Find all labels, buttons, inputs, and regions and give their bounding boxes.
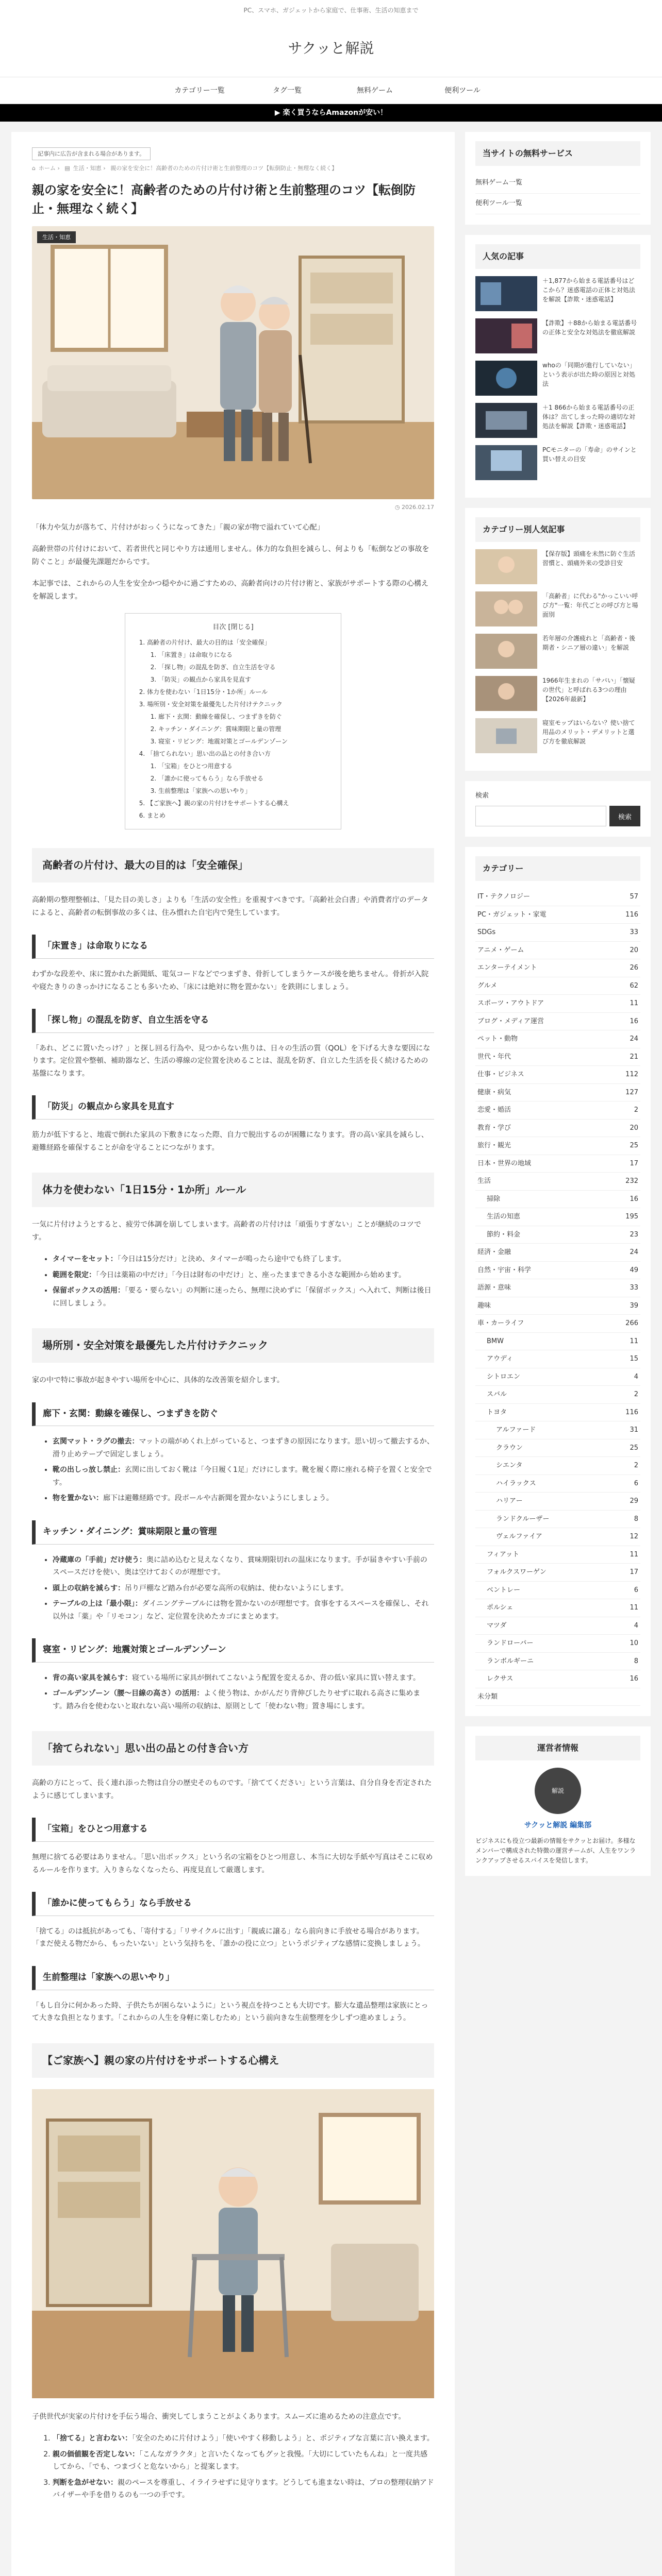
- post-thumbnail: [475, 634, 537, 669]
- category-item[interactable]: [475, 1048, 640, 1066]
- widget-title: カテゴリー別人気記事: [475, 517, 640, 542]
- article-lead: [32, 521, 434, 603]
- search-widget: [465, 781, 651, 837]
- section-heading: 「捨てられない」思い出の品との付き合い方: [32, 1731, 434, 1766]
- category-name: マツダ: [487, 1621, 507, 1630]
- category-name: シエンタ: [496, 1462, 523, 1470]
- subsection-heading: キッチン・ダイニング：賞味期限と量の管理: [32, 1520, 434, 1545]
- toc-item[interactable]: 場所別・安全対策を最優先した片付けテクニック: [147, 701, 283, 708]
- folder-icon: ▤: [64, 165, 70, 172]
- paragraph: 家の中で特に事故が起きやすい場所を中心に、具体的な改善策を紹介します。: [32, 1376, 284, 1384]
- category-count: 6: [634, 1479, 638, 1487]
- chevron-right-icon: ›: [103, 165, 106, 172]
- breadcrumb-home[interactable]: ホーム: [38, 165, 56, 172]
- category-count: 2: [634, 1391, 638, 1399]
- category-count: 232: [625, 1177, 638, 1185]
- nav-tags[interactable]: タグ一覧: [273, 87, 302, 95]
- category-name: レクサス: [487, 1675, 514, 1683]
- category-item[interactable]: [475, 1262, 640, 1280]
- category-item[interactable]: [475, 1582, 640, 1600]
- category-count: 4: [634, 1621, 638, 1630]
- category-count: 2: [634, 1106, 638, 1114]
- paragraph: 無理に捨てる必要はありません。「思い出ボックス」という名の宝箱をひとつ用意し、本当に大切な手紙や写真はそこに収めるルールを作ります。入りきらなくなったら、再度見直して厳選します。: [32, 1853, 433, 1874]
- category-name: ランドクルーザー: [496, 1515, 550, 1523]
- category-item[interactable]: [475, 1137, 640, 1155]
- post-thumbnail: [475, 549, 537, 584]
- popular-posts-widget: [465, 235, 651, 498]
- category-item[interactable]: [475, 1030, 640, 1048]
- search-label: 検索: [475, 791, 489, 800]
- category-count: 11: [630, 1604, 638, 1612]
- category-name: クラウン: [496, 1444, 523, 1452]
- category-name: 日本・世界の地域: [477, 1159, 532, 1167]
- category-name: アニメ・ゲーム: [477, 946, 524, 954]
- post-thumbnail: [475, 361, 537, 396]
- category-item[interactable]: [475, 1297, 640, 1315]
- category-item[interactable]: [475, 1191, 640, 1209]
- category-list: [475, 888, 640, 1706]
- category-item[interactable]: [475, 1155, 640, 1173]
- paragraph: 「あれ、どこに置いたっけ？」と探し回る行為や、見つからない焦りは、日々の生活の質（QOL）を下げる大きな要因になります。定位置や整頓、補助器など、生活の導線の定位置を決めることは、混乱を防ぎ、自立した生活を長く続けるための基盤になります。: [32, 1044, 431, 1078]
- category-item[interactable]: [475, 1528, 640, 1546]
- category-item[interactable]: [475, 1315, 640, 1333]
- category-count: 8: [634, 1657, 638, 1665]
- category-count: 10: [630, 1639, 638, 1648]
- paragraph: 高齢の方にとって、長く連れ添った物は自分の歴史そのものです。「捨ててください」という言葉は、自分自身を否定されたように感じてしまいます。: [32, 1779, 432, 1800]
- category-count: 57: [630, 893, 638, 901]
- subsection-heading: 「防災」の観点から家具を見直す: [32, 1095, 434, 1120]
- category-item[interactable]: [475, 1244, 640, 1262]
- category-name: フォルクスワーゲン: [487, 1568, 547, 1577]
- category-item[interactable]: [475, 1084, 640, 1102]
- tools-link[interactable]: 便利ツール一覧: [475, 194, 640, 214]
- category-count: 8: [634, 1515, 638, 1523]
- paragraph: 子供世代が実家の片付けを手伝う場合、衝突してしまうことがよくあります。スムーズに進めるための注意点です。: [32, 2412, 406, 2421]
- category-name: 語源・意味: [477, 1284, 511, 1292]
- subsection-heading: 「誰かに使ってもらう」なら手放せる: [32, 1892, 434, 1916]
- popular-post-item[interactable]: 【詐欺】＋88から始まる電話番号の正体と安全な対処法を徹底解説: [475, 318, 640, 353]
- category-item[interactable]: [475, 1013, 640, 1031]
- category-count: 16: [630, 1017, 638, 1025]
- toc-title[interactable]: 目次 [閉じる]: [212, 623, 254, 632]
- post-thumbnail: [475, 591, 537, 626]
- category-name: トヨタ: [487, 1408, 507, 1416]
- elderly-man-walker-illustration: [32, 2089, 434, 2398]
- popular-post-item[interactable]: PCモニターの「寿命」のサインと買い替えの目安: [475, 445, 640, 480]
- list-item: 2. 親の価値観を否定しない：「こんなガラクタ」と言いたくなってもグッと我慢。「大切にしていたもんね」と一度共感してから、「でも、つまづくと危ないから」と提案します。: [53, 2448, 434, 2473]
- category-count: 25: [630, 1142, 638, 1150]
- site-title-link[interactable]: サクッと解説: [288, 40, 374, 57]
- avatar: 解説: [535, 1768, 581, 1814]
- category-name: ランボルギーニ: [487, 1657, 534, 1665]
- search-button[interactable]: 検索: [609, 806, 640, 826]
- category-count: 266: [625, 1319, 638, 1328]
- search-input[interactable]: [475, 806, 606, 826]
- category-count: 29: [630, 1497, 638, 1505]
- category-count: 17: [630, 1159, 638, 1167]
- category-post-item[interactable]: 「高齢者」に代わる"かっこいい呼び方"一覧：年代ごとの呼び方と場面別: [475, 591, 640, 626]
- category-name: 未分類: [477, 1692, 498, 1701]
- section-heading: 体力を使わない「1日15分・1か所」ルール: [32, 1173, 434, 1207]
- category-name: 経済・金融: [477, 1248, 511, 1257]
- category-name: 節約・料金: [487, 1230, 521, 1239]
- elderly-couple-room-illustration: [32, 226, 434, 499]
- subsection-heading: 廊下・玄関：動線を確保し、つまずきを防ぐ: [32, 1402, 434, 1427]
- category-count: 116: [625, 910, 638, 919]
- paragraph: 「もし自分に何かあった時、子供たちが困らないように」という視点を持つことも大切です。膨大な遺品整理は家族にとって大きな負担となります。「これからの人生を身軽に楽しむため」という前向きな生前整理を少しずつ進めましょう。: [32, 2001, 428, 2022]
- category-count: 20: [630, 1124, 638, 1132]
- popular-post-item[interactable]: ＋1 866から始まる電話番号の正体は？出てしまった時の適切な対処法を解説【詐欺・迷惑電話】: [475, 403, 640, 438]
- category-count: 39: [630, 1301, 638, 1310]
- breadcrumb-category[interactable]: 生活・知恵: [73, 165, 102, 172]
- tips-list: [32, 1253, 434, 1310]
- post-date-value: 2026.02.17: [402, 503, 434, 511]
- category-name: 世代・年代: [477, 1053, 511, 1061]
- profile-name[interactable]: サクッと解説 編集部: [524, 1821, 592, 1830]
- category-item[interactable]: [475, 1421, 640, 1439]
- category-count: 4: [634, 1372, 638, 1381]
- lead-paragraph: 「体力や気力が落ちて、片付けがおっくうになってきた」「親の家が物で溢れていて心配」: [32, 523, 324, 532]
- toc-item[interactable]: まとめ: [147, 812, 166, 820]
- category-name: スポーツ・アウトドア: [477, 999, 544, 1008]
- toc-item[interactable]: 「捨てられない」思い出の品との付き合い方: [147, 750, 271, 758]
- toc-item[interactable]: 【ご家族へ】親の家の片付けをサポートする心構え: [147, 800, 289, 807]
- list-item: • 玄関マット・ラグの撤去：マットの端がめくれ上がっていると、つまずきの原因になります。思い切って撤去するか、滑り止めテープで固定しましょう。: [53, 1435, 434, 1461]
- category-count: 12: [630, 1533, 638, 1541]
- category-item[interactable]: [475, 1279, 640, 1297]
- toc-item[interactable]: 「宝箱」をひとつ用意する: [158, 762, 233, 770]
- category-item[interactable]: [475, 1670, 640, 1688]
- post-thumbnail: [475, 403, 537, 438]
- category-count: 26: [630, 964, 638, 972]
- category-name: フィアット: [487, 1550, 520, 1558]
- category-name: IT・テクノロジー: [477, 893, 530, 901]
- category-name: ハイラックス: [496, 1479, 536, 1487]
- site-tagline: PC、スマホ、ガジェットから家庭で、仕事術、生活の知恵まで: [243, 7, 419, 14]
- pr-notice: 記事内に広告が含まれる場合があります。: [32, 147, 151, 160]
- section-heading: 高齢者の片付け、最大の目的は「安全確保」: [32, 848, 434, 883]
- category-count: 23: [630, 1230, 638, 1239]
- list-item: 3. 判断を急がせない：親のペースを尊重し、イライラせずに見守ります。どうしても進まない時は、プロの整理収納アドバイザーや手を借りるのも一つの手です。: [53, 2477, 434, 2502]
- profile-description: ビジネスにも役立つ最新の情報をサクッとお届け。多様なメンバーで構成された特徴の運営チームが、人生をワンランクアップさせるスパイスを発信します。: [475, 1837, 636, 1865]
- category-count: 33: [630, 928, 638, 937]
- toc-item[interactable]: 「防災」の観点から家具を見直す: [158, 676, 252, 684]
- category-name: シトロエン: [487, 1372, 521, 1381]
- category-post-item[interactable]: 寝室モップはいらない？使い捨て用品のメリット・デメリットと選び方を徹底解説: [475, 718, 640, 753]
- category-count: 31: [630, 1426, 638, 1434]
- subsection-heading: 「探し物」の混乱を防ぎ、自立生活を守る: [32, 1009, 434, 1033]
- list-item: • 冷蔵庫の「手前」だけ使う：奥に詰め込むと見えなくなり、賞味期限切れの温床になります。手が届きやすい手前のスペースだけを使い、奥は空けておくのが理想です。: [53, 1554, 434, 1579]
- global-nav: [0, 77, 662, 104]
- category-name: ブログ・メディア運営: [477, 1017, 544, 1025]
- toc-item[interactable]: 「探し物」の混乱を防ぎ、自立生活を守る: [158, 664, 276, 671]
- category-item[interactable]: [475, 1617, 640, 1635]
- list-item: • テーブルの上は「最小限」：ダイニングテーブルには物を置かないのが理想です。食事をするスペースを確保し、それ以外は「薬」や「リモコン」など、定位置を決めたカゴにまとめます。: [53, 1598, 434, 1623]
- paragraph: わずかな段差や、床に置かれた新聞紙、電気コードなどでつまずき、骨折してしまうケースが後を絶ちません。骨折が入院や寝たきりのきっかけになることも多いため、「床には絶対に物を置かない」を鉄則にしましょう。: [32, 970, 429, 991]
- tips-list: [32, 1672, 434, 1713]
- category-count: 15: [630, 1355, 638, 1363]
- widget-title: カテゴリー: [475, 856, 640, 881]
- category-item[interactable]: [475, 924, 640, 942]
- category-item[interactable]: [475, 1368, 640, 1386]
- category-item[interactable]: [475, 1066, 640, 1084]
- category-item[interactable]: [475, 1493, 640, 1511]
- category-post-item[interactable]: 若年層の介護疲れと「高齢者・後期者・シニア層の違い」を解説: [475, 634, 640, 669]
- category-item[interactable]: [475, 1386, 640, 1404]
- post-thumbnail: [475, 718, 537, 753]
- list-item: • ゴールデンゾーン（腰〜目線の高さ）の活用：よく使う物は、かがんだり背伸びしたりせずに取れる高さに集めます。踏み台を使わないと取れない高い場所の収納は、原則として「使わない物」置き場にします。: [53, 1687, 434, 1713]
- article-body: [32, 848, 434, 2501]
- category-name: ベントレー: [487, 1586, 521, 1594]
- category-item[interactable]: [475, 1511, 640, 1529]
- chevron-right-icon: ›: [57, 165, 60, 172]
- family-support-image: [32, 2089, 434, 2398]
- category-name: 生活: [477, 1177, 491, 1185]
- table-of-contents: [125, 613, 341, 829]
- category-name: ヴェルファイア: [496, 1533, 542, 1541]
- nav-free-games[interactable]: 無料ゲーム: [357, 87, 393, 95]
- category-name: アルファード: [496, 1426, 536, 1434]
- category-post-item[interactable]: 1966年生まれの「サバい」「懐疑の世代」と呼ばれる3つの理由【2026年最新】: [475, 676, 640, 711]
- category-item[interactable]: [475, 1475, 640, 1493]
- paragraph: 「捨てる」のは抵抗があっても、「寄付する」「リサイクルに出す」「親戚に譲る」なら前向きに手放せる場合があります。「まだ使える物だから、もったいない」という気持ちを、「誰かの役に立つ」というポジティブな感情に変換しましょう。: [32, 1927, 425, 1948]
- subsection-heading: 「床置き」は命取りになる: [32, 935, 434, 959]
- category-count: 25: [630, 1444, 638, 1452]
- category-item[interactable]: [475, 1599, 640, 1617]
- profile-widget: [465, 1726, 651, 1876]
- toc-item[interactable]: 廊下・玄関：動線を確保し、つまずきを防ぐ: [158, 713, 283, 721]
- popular-post-item[interactable]: ＋1,877から始まる電話番号はどこから？迷惑電話の正体と対処法を解説【詐欺・迷惑電話】: [475, 276, 640, 311]
- site-header: [0, 0, 662, 77]
- category-item[interactable]: [475, 888, 640, 906]
- category-post-item[interactable]: 【保存版】頭痛を未然に防ぐ生活習慣と、頭痛外来の受診目安: [475, 549, 640, 584]
- category-count: 112: [625, 1071, 638, 1079]
- category-count: 11: [630, 1337, 638, 1345]
- category-count: 6: [634, 1586, 638, 1594]
- list-item: • タイマーをセット：「今日は15分だけ」と決め、タイマーが鳴ったら途中でも終了します。: [53, 1253, 434, 1266]
- toc-item[interactable]: 寝室・リビング：地震対策とゴールデンゾーン: [158, 738, 288, 745]
- category-count: 2: [634, 1462, 638, 1470]
- clock-icon: ◷: [394, 503, 400, 511]
- hero-image: [32, 226, 434, 499]
- nav-categories[interactable]: カテゴリー一覧: [174, 87, 225, 95]
- category-name: 自然・宇宙・科学: [477, 1266, 532, 1274]
- list-item: • 範囲を限定：「今日は薬箱の中だけ」「今日は財布の中だけ」と、座ったままできる小さな範囲から始めます。: [53, 1269, 434, 1282]
- tips-list: [32, 1554, 434, 1623]
- category-name: ハリアー: [496, 1497, 523, 1505]
- category-count: 116: [625, 1408, 638, 1416]
- nav-tools[interactable]: 便利ツール: [444, 87, 481, 95]
- list-item: • 頭上の収納を減らす：吊り戸棚など踏み台が必要な高所の収納は、使わないようにします。: [53, 1582, 434, 1595]
- category-item[interactable]: [475, 1404, 640, 1422]
- category-item[interactable]: [475, 995, 640, 1013]
- category-item[interactable]: [475, 1120, 640, 1138]
- category-name: ペット・動物: [477, 1035, 518, 1043]
- category-item[interactable]: [475, 1439, 640, 1458]
- category-item[interactable]: [475, 977, 640, 995]
- amazon-notice-bar[interactable]: ▶ 楽く買うならAmazonが安い！: [0, 104, 662, 122]
- services-widget: [465, 132, 651, 225]
- category-popular-widget: [465, 508, 651, 771]
- category-count: 24: [630, 1035, 638, 1043]
- list-item: • 背の高い家具を減らす：寝ている場所に家具が倒れてこないよう配置を変えるか、背の低い家具に買い替えます。: [53, 1672, 434, 1685]
- tips-list: [32, 1435, 434, 1505]
- category-count: 62: [630, 981, 638, 990]
- category-label[interactable]: 生活・知恵: [37, 231, 76, 243]
- subsection-heading: 生前整理は「家族への思いやり」: [32, 1966, 434, 1990]
- post-thumbnail: [475, 276, 537, 311]
- subsection-heading: 「宝箱」をひとつ用意する: [32, 1818, 434, 1842]
- toc-item[interactable]: 体力を使わない「1日15分・1か所」ルール: [147, 688, 268, 696]
- category-item[interactable]: [475, 959, 640, 977]
- list-item: • 物を置かない：廊下は避難経路です。段ボールや古新聞を置かないようにしましょう。: [53, 1492, 434, 1505]
- sidebar: [465, 132, 651, 1886]
- widget-title: 運営者情報: [475, 1736, 640, 1760]
- list-item: • 靴の出しっ放し禁止：玄関に出しておく靴は「今日履く1足」だけにします。靴を履く際に座れる椅子を置くと安全です。: [53, 1464, 434, 1489]
- category-name: エンターテイメント: [477, 964, 537, 972]
- category-item[interactable]: [475, 1653, 640, 1671]
- post-thumbnail: [475, 445, 537, 480]
- category-item[interactable]: [475, 1350, 640, 1368]
- category-count: 11: [630, 999, 638, 1008]
- post-thumbnail: [475, 676, 537, 711]
- breadcrumb: [32, 163, 434, 173]
- free-games-link[interactable]: 無料ゲーム一覧: [475, 173, 640, 194]
- category-name: アウディ: [487, 1355, 513, 1363]
- category-name: ランドローバー: [487, 1639, 534, 1648]
- section-heading: 場所別・安全対策を最優先した片付けテクニック: [32, 1328, 434, 1363]
- category-name: BMW: [487, 1337, 504, 1345]
- widget-title: 当サイトの無料サービス: [475, 141, 640, 166]
- category-item[interactable]: [475, 942, 640, 960]
- section-heading: 【ご家族へ】親の家の片付けをサポートする心構え: [32, 2043, 434, 2078]
- category-count: 17: [630, 1568, 638, 1577]
- list-item: • 保留ボックスの活用：「要る・要らない」の判断に迷ったら、無理に決めずに「保留ボックス」へ入れて、判断は後日に回しましょう。: [53, 1284, 434, 1310]
- post-thumbnail: [475, 318, 537, 353]
- paragraph: 高齢期の整理整頓は、「見た目の美しさ」よりも「生活の安全性」を重視すべきです。「高齢社会白書」や消費者庁のデータによると、高齢者の転倒事故の多くは、住み慣れた自宅内で発生しています。: [32, 896, 428, 917]
- paragraph: 一気に片付けようとすると、疲労で体調を崩してしまいます。高齢者の片付けは「頑張りすぎない」ことが継続のコツです。: [32, 1221, 421, 1242]
- category-name: 掃除: [487, 1195, 501, 1203]
- toc-item[interactable]: 「床置き」は命取りになる: [158, 651, 233, 659]
- popular-post-item[interactable]: whoの「同期が進行していない」という表示が出た時の原因と対処法: [475, 361, 640, 396]
- toc-item[interactable]: キッチン・ダイニング：賞味期限と量の管理: [158, 725, 282, 733]
- category-count: 49: [630, 1266, 638, 1274]
- category-item[interactable]: [475, 1226, 640, 1244]
- category-item[interactable]: [475, 1564, 640, 1582]
- category-name: 車・カーライフ: [477, 1319, 524, 1328]
- article-main: [11, 132, 455, 2576]
- category-item[interactable]: [475, 906, 640, 924]
- category-item[interactable]: [475, 1333, 640, 1351]
- category-item[interactable]: [475, 1208, 640, 1226]
- widget-title: 人気の記事: [475, 244, 640, 269]
- category-count: 11: [630, 1550, 638, 1558]
- post-date: [32, 502, 434, 512]
- category-name: PC・ガジェット・家電: [477, 910, 547, 919]
- category-count: 24: [630, 1248, 638, 1257]
- categories-widget: [465, 847, 651, 1716]
- category-name: ポルシェ: [487, 1604, 514, 1612]
- category-name: 仕事・ビジネス: [477, 1071, 524, 1079]
- category-item[interactable]: [475, 1101, 640, 1120]
- category-count: 33: [630, 1284, 638, 1292]
- category-item[interactable]: [475, 1688, 640, 1706]
- category-item[interactable]: [475, 1635, 640, 1653]
- category-count: 20: [630, 946, 638, 954]
- tips-list: [32, 2432, 434, 2502]
- toc-item[interactable]: 「誰かに使ってもらう」なら手放せる: [158, 775, 264, 783]
- category-name: グルメ: [477, 981, 498, 990]
- category-count: 127: [625, 1088, 638, 1096]
- paragraph: 筋力が低下すると、地震で倒れた家具の下敷きになった際、自力で脱出するのが困難になります。背の高い家具を減らし、避難経路を確保することが命を守ることにつながります。: [32, 1131, 428, 1152]
- lead-paragraph: 本記事では、これからの人生を安全かつ穏やかに過ごすための、高齢者向けの片付け術と、家族がサポートする際の心構えを解説します。: [32, 580, 429, 601]
- list-item: 1. 「捨てる」と言わない：「安全のために片付けよう」「使いやすく移動しよう」と、ポジティブな言葉に言い換えます。: [53, 2432, 434, 2445]
- category-name: 教育・学び: [477, 1124, 511, 1132]
- category-name: 趣味: [477, 1301, 491, 1310]
- category-count: 16: [630, 1675, 638, 1683]
- category-item[interactable]: [475, 1546, 640, 1564]
- breadcrumb-current: 親の家を安全に！高齢者のための片付け術と生前整理のコツ【転倒防止・無理なく続く】: [110, 165, 338, 172]
- category-name: 旅行・観光: [477, 1142, 511, 1150]
- category-item[interactable]: [475, 1173, 640, 1191]
- category-name: 恋愛・婚活: [477, 1106, 511, 1114]
- article-title: 親の家を安全に！高齢者のための片付け術と生前整理のコツ【転倒防止・無理なく続く】: [32, 182, 416, 216]
- category-item[interactable]: [475, 1457, 640, 1475]
- category-name: 生活の知恵: [487, 1213, 521, 1221]
- category-count: 16: [630, 1195, 638, 1203]
- category-name: SDGs: [477, 928, 496, 937]
- category-count: 195: [625, 1213, 638, 1221]
- home-icon: ⌂: [32, 165, 36, 172]
- subsection-heading: 寝室・リビング：地震対策とゴールデンゾーン: [32, 1638, 434, 1663]
- category-name: 健康・病気: [477, 1088, 511, 1096]
- lead-paragraph: 高齢世帯の片付けにおいて、若者世代と同じやり方は通用しません。体力的な負担を減らし、何よりも「転倒などの事故を防ぐこと」が最優先課題だからです。: [32, 545, 429, 566]
- toc-item[interactable]: 高齢者の片付け、最大の目的は「安全確保」: [147, 639, 271, 647]
- category-count: 21: [630, 1053, 638, 1061]
- category-name: スバル: [487, 1391, 507, 1399]
- toc-item[interactable]: 生前整理は「家族への思いやり」: [158, 787, 252, 795]
